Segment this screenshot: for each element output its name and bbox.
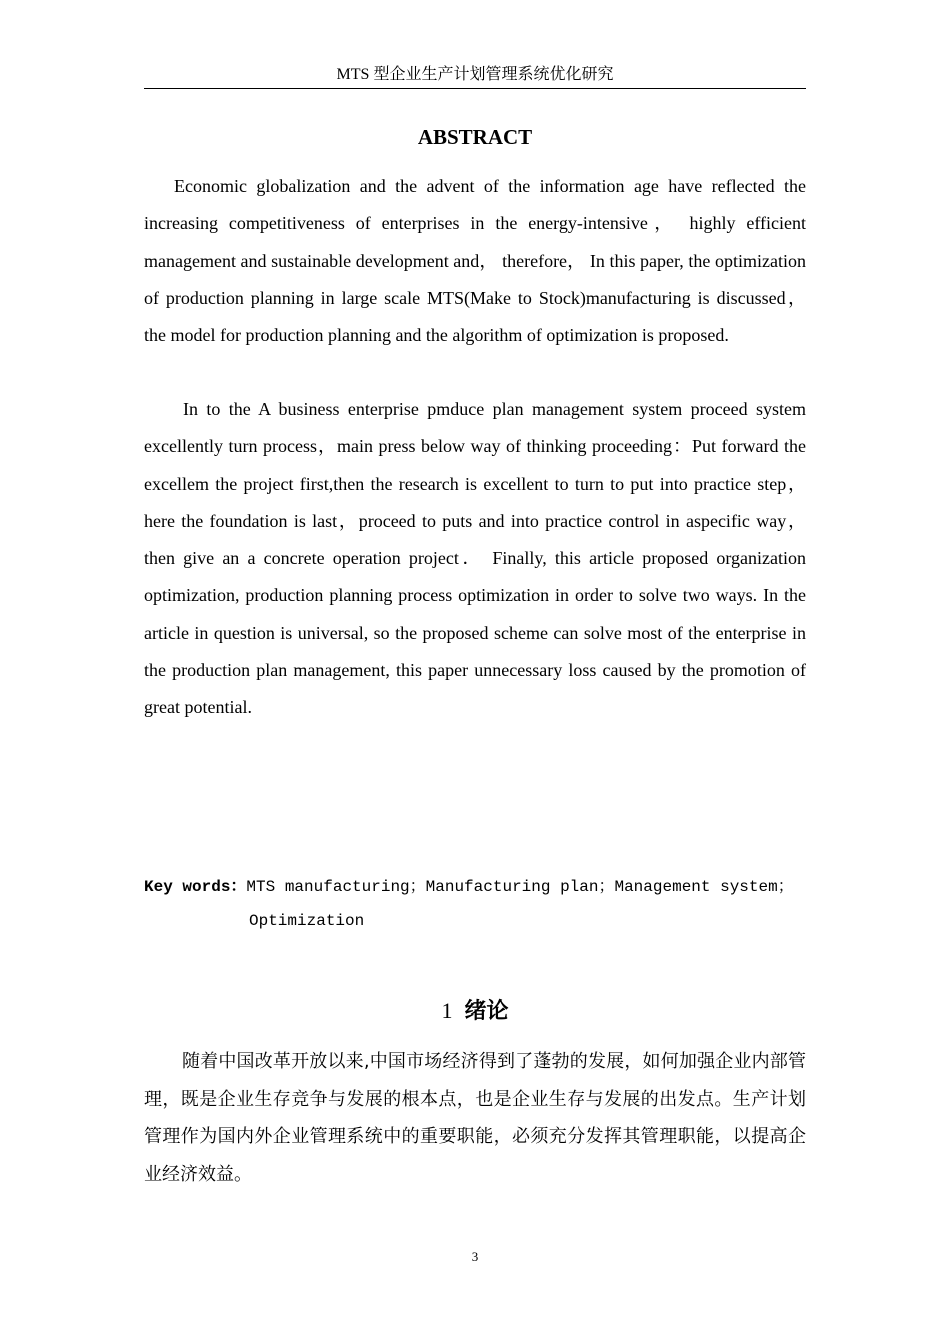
- section-heading: [144, 996, 806, 1026]
- abstract-paragraph-1: Economic globalization and the advent of the information age have reflected the increasing competitiveness of enterprises in the energy-intensive， highly efficient management and sustainable development and， therefore， In this paper, the optimization of production planning in large scale MTS(Make to Stock)manufacturing is discussed， the model for production planning and the algorithm of optimization is proposed.: [144, 176, 806, 346]
- keywords-label: Key words：: [144, 878, 247, 896]
- keywords-line-2: Optimization: [249, 912, 365, 930]
- section-paragraph: 随着中国改革开放以来,中国市场经济得到了蓬勃的发展，如何加强企业内部管理，既是企业生存竞争与发展的根本点，也是企业生存与发展的出发点。生产计划管理作为国内外企业管理系统中的重要职能，必须充分发挥其管理职能，以提高企业经济效益。: [144, 1051, 806, 1185]
- section-title-text: 绪论: [464, 998, 509, 1023]
- keywords-block: [144, 870, 806, 938]
- keywords-line-1: [144, 870, 806, 904]
- running-header: MTS 型企业生产计划管理系统优化研究: [144, 64, 806, 89]
- section-number: 1: [441, 998, 453, 1023]
- keywords-text-1: MTS manufacturing；Manufacturing plan；Management system；: [246, 878, 794, 896]
- abstract-paragraph-2: In to the A business enterprise pmduce plan management system proceed system excellently turn process，main press below way of thinking proceeding：Put forward the excellem the project first,then the research is excellent to turn to put into practice step，here the foundation is last，proceed to puts and into practice control in aspecific way， then give an a concrete operation project． Finally, this article proposed organization optimization, production planning process optimization in order to solve two ways. In the article in question is universal, so the proposed scheme can solve most of the enterprise in the production plan management, this paper unnecessary loss caused by the promotion of great potential.: [144, 399, 806, 718]
- page-number: 3: [471, 1249, 479, 1264]
- abstract-heading: ABSTRACT: [417, 125, 533, 149]
